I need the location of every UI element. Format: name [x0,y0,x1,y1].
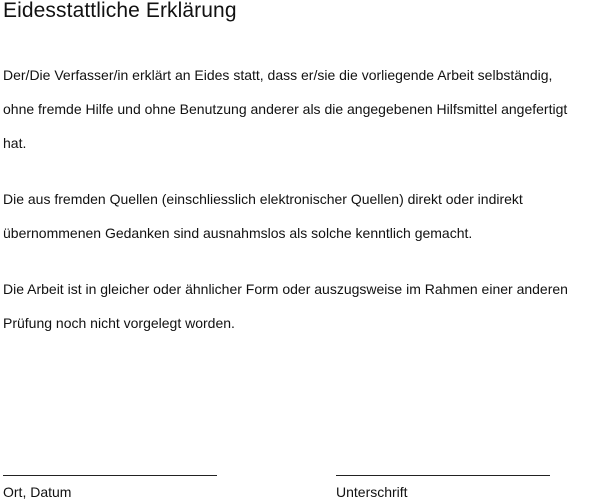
paragraph-line: Die aus fremden Quellen (einschliesslich elektronischer Quellen) direkt oder indirekt [3,191,523,207]
paragraph-line: hat. [3,135,27,151]
paragraph-sources [3,182,523,250]
paragraph-line: Der/Die Verfasser/in erklärt an Eides statt, dass er/sie die vorliegende Arbeit selbständig, [3,67,553,83]
paragraph-line: Die Arbeit ist in gleicher oder ähnlicher Form oder auszugsweise im Rahmen einer anderen [3,281,568,297]
signature-line [336,475,550,476]
paragraph-line: Prüfung noch nicht vorgelegt worden. [3,315,235,331]
paragraph-declaration [3,58,567,160]
signature-label: Unterschrift [336,484,408,500]
paragraph-prior-submission [3,272,568,340]
place-date-signature-line [3,475,217,476]
paragraph-line: übernommenen Gedanken sind ausnahmslos als solche kenntlich gemacht. [3,225,473,241]
paragraph-line: ohne fremde Hilfe und ohne Benutzung anderer als die angegebenen Hilfsmittel angefertigt [3,101,568,117]
place-date-label: Ort, Datum [3,484,72,500]
page-title: Eidesstattliche Erklärung [3,0,237,22]
